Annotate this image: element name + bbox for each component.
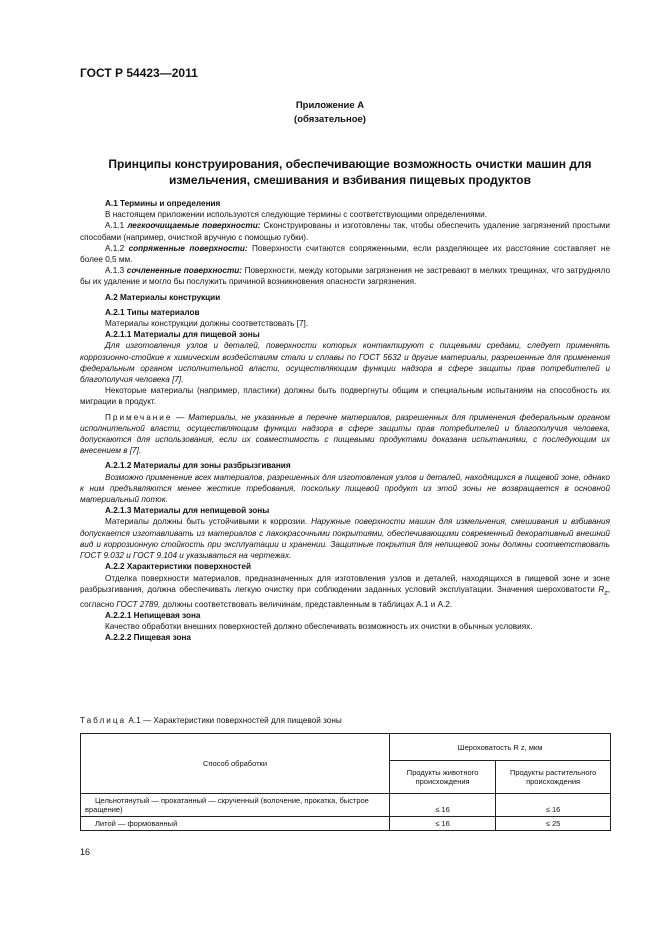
subsection-heading: А.2.1.2 Материалы для зоны разбрызгивания [105, 461, 291, 471]
paragraph [80, 573, 610, 610]
subsection-heading: А.2.1.1 Материалы для пищевой зоны [105, 330, 260, 340]
paragraph: Некоторые материалы (например, пластики) должны быть подвергнуты общим и специальным испытаниям на способность их миграции в продукт. [80, 386, 610, 407]
clause-number: А.1.2 [105, 243, 125, 253]
table-row [81, 817, 611, 831]
paragraph: Качество обработки внешних поверхностей должно обеспечивать возможность их очистки в обычных условиях. [105, 621, 533, 631]
col-header-method: Способ обработки [81, 734, 390, 794]
appendix-label: Приложение А [295, 100, 365, 111]
appendix-status: (обязательное) [294, 114, 366, 125]
term-definition: Поверхности, между которыми загрязнения не застревают в мелких трещинах, что затрудняло бы их удаление и могло бы послужить причиной возникновения опасности загрязнения. [80, 266, 610, 287]
note-label: Примечание [105, 412, 173, 422]
table-caption-label: Таблица [80, 716, 127, 725]
cell-method: Цельнотянутый — прокатанный — скрученный (волочение, прокатка, быстрое вращение) [81, 794, 390, 817]
cell-plant: ≤ 16 [496, 794, 611, 817]
text: , согласно [80, 584, 610, 609]
subsection-heading: А.2.1 Типы материалов [105, 307, 200, 317]
symbol-sub: z [604, 589, 608, 597]
cell-animal: ≤ 16 [390, 794, 496, 817]
text: должны соответствовать величинам, представленным в таблицах А.1 и А.2. [162, 599, 453, 609]
surface-table [80, 733, 611, 831]
term: сопряженные поверхности: [128, 243, 248, 253]
definition [80, 265, 610, 287]
definition [80, 243, 610, 265]
text: Наружные поверхности машин для измельчения, смешивания и взбивания допускается изготавливать из материалов с лакокрасочными покрытиями, обеспечивающими современный декоративный внешний вид и коррозионную стойкость при эксплуатации и хранении. Защитные покрытия для непищевой зоны должны соответствовать ГОСТ 9.032 и ГОСТ 9.104 и указываться на чертежах. [80, 517, 610, 561]
cell-animal: ≤ 16 [390, 817, 496, 831]
symbol: R [598, 584, 605, 594]
text: Материалы должны быть устойчивыми к коррозии. [105, 517, 308, 527]
cell-plant: ≤ 25 [496, 817, 611, 831]
col-header-animal: Продукты животного происхождения [390, 761, 496, 794]
table-caption-text: А.1 — Характеристики поверхностей для пищевой зоны [128, 716, 342, 725]
standard-ref: ГОСТ 2789, [116, 599, 161, 609]
note [80, 412, 610, 457]
clause-number: А.1.1 [105, 221, 125, 231]
definition [80, 220, 610, 242]
paragraph [80, 516, 610, 561]
document-header: ГОСТ Р 54423—2011 [80, 66, 198, 80]
col-header-plant: Продукты растительного происхождения [496, 761, 611, 794]
text: Отделка поверхности материалов, предназначенных для изготовления узлов и деталей, находящихся в пищевой зоне и зоне разбрызгивания, должна обеспечивать легкую очистку при соблюдении заданных условий эксплуатации. [80, 573, 610, 594]
clause-number: А.1.3 [105, 266, 125, 276]
text: Значения шероховатости [497, 584, 595, 594]
page-number: 16 [80, 847, 91, 857]
term-definition: Поверхности считаются сопряженными, если разделяющее их расстояние составляет не более 0,5 мм. [80, 243, 610, 265]
term-definition: Сконструированы и изготовлены так, чтобы обеспечить удаление загрязнений простыми способами (например, очисткой вручную с помощью губки). [80, 221, 611, 242]
subsection-heading: А.2.1.3 Материалы для непищевой зоны [105, 506, 270, 516]
col-header-roughness: Шероховатость R z, мкм [390, 734, 611, 761]
table-row [81, 794, 611, 817]
paragraph: Для изготовления узлов и деталей, поверхности которых контактируют с пищевыми средами, следует применять коррозионно-стойкие к химическим воздействиям стали и сплавы по ГОСТ 5632 и другие материалы, разрешенные для применения федеральным органом исполнительной власти, осуществляющим функции надзора в сфере защиты прав потребителей и благополучия человека [7]. [80, 341, 610, 385]
term: сочлененные поверхности: [126, 266, 242, 276]
section-heading: А.1 Термины и определения [105, 199, 221, 208]
paragraph: Материалы конструкции должны соответствовать [7]. [105, 319, 309, 329]
subsection-heading: А.2.2.2 Пищевая зона [105, 633, 191, 643]
table-caption [80, 716, 342, 725]
paragraph: В настоящем приложении используются следующие термины с соответствующими определениями. [105, 210, 488, 220]
subsection-heading: А.2.2 Характеристики поверхностей [105, 562, 251, 572]
term: легкоочищаемые поверхности: [127, 221, 261, 231]
subsection-heading: А.2.2.1 Непищевая зона [105, 610, 201, 620]
note-text: — Материалы, не указанные в перечне материалов, разрешенных для применения федеральным органом исполнительной власти, осуществляющим функции надзора в сфере защиты прав потребителей и благополучия человека, допускаются для использования, если их совместимость с пищевыми продуктами доказана испытаниями, с последующим их внесением в [7]. [80, 412, 611, 456]
section-heading: А.2 Материалы конструкции [105, 292, 221, 302]
document-body [80, 198, 610, 643]
cell-method: Литой — формованный [81, 817, 390, 831]
paragraph: Возможно применение всех материалов, разрешенных для изготовления узлов и деталей, находящихся в пищевой зоне, однако к ним предъявляются менее жесткие требования, поскольку пищевой продукт из этой зоны не возвращается в основной материальный поток. [80, 472, 610, 505]
appendix-title: Принципы конструирования, обеспечивающие возможность очистки машин для измельчения, смешивания и взбивания пищевых продуктов [108, 157, 592, 187]
